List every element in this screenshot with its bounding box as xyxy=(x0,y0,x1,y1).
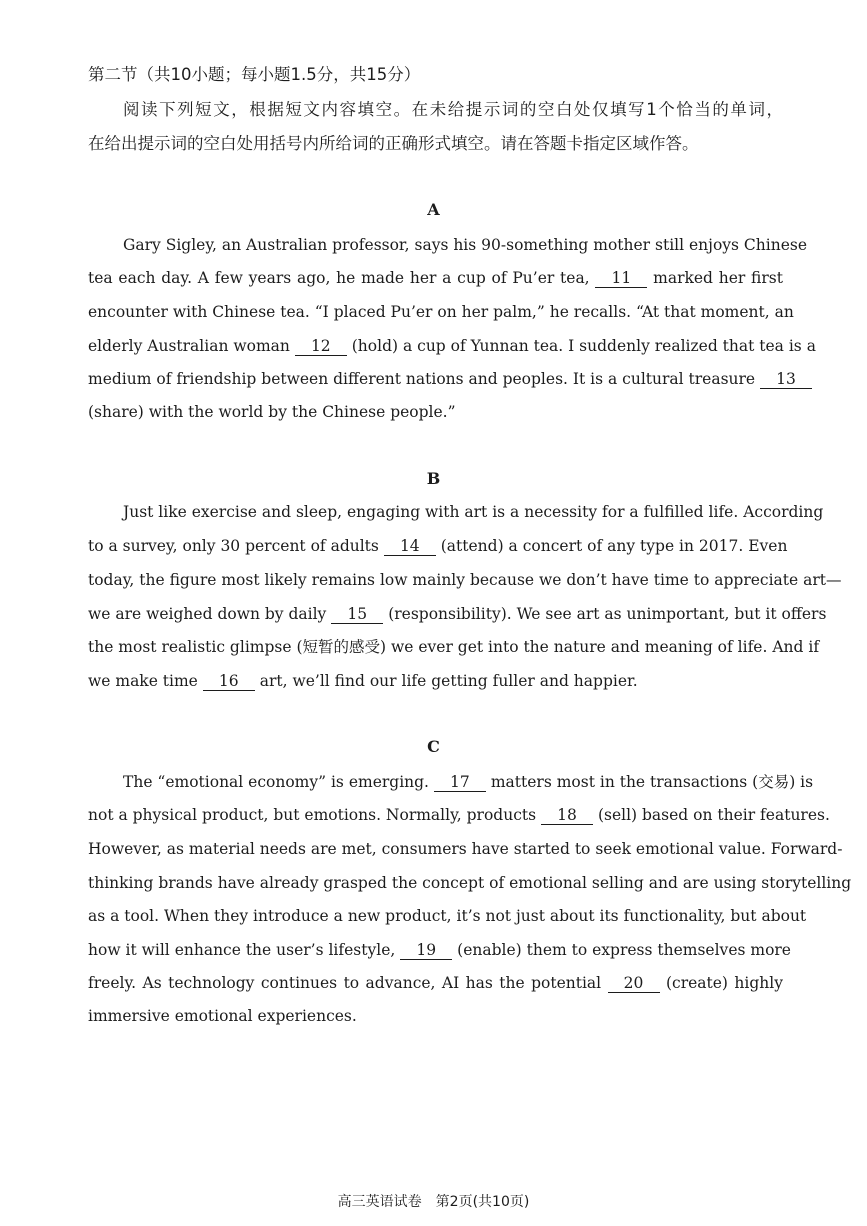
passage-b-text: we make time xyxy=(88,672,198,690)
blank-14[interactable]: 14 xyxy=(384,538,436,556)
passage-a-line-6: (share) with the world by the Chinese people.” xyxy=(88,403,456,421)
passage-c-line-7 xyxy=(88,973,783,993)
passage-a-line-1: Gary Sigley, an Australian professor, says his 90-something mother still enjoys Chinese xyxy=(123,236,808,254)
passage-c-line-4: thinking brands have already grasped the concept of emotional selling and are using storytelling xyxy=(88,874,852,892)
passage-a-line-4 xyxy=(88,336,816,356)
passage-a-line-5 xyxy=(88,369,796,389)
blank-19[interactable]: 19 xyxy=(400,942,452,960)
passage-c-line-5: as a tool. When they introduce a new product, it’s not just about its functionality, but about xyxy=(88,907,807,925)
passage-b-text: (responsibility). We see art as unimportant, but it offers xyxy=(388,605,827,623)
passage-c-line-3: However, as material needs are met, consumers have started to seek emotional value. Forward- xyxy=(88,840,843,858)
passage-c-line-2 xyxy=(88,805,830,825)
page-footer: 高三英语试卷 第2页(共10页) xyxy=(337,1194,530,1210)
passage-a-text: (hold) a cup of Yunnan tea. I suddenly realized that tea is a xyxy=(351,337,816,355)
passage-b-line-2 xyxy=(88,536,788,556)
passage-a-heading: A xyxy=(427,200,440,219)
passage-c-text: matters most in the transactions (交易) is xyxy=(490,773,814,791)
passage-b-line-3: today, the figure most likely remains low mainly because we don’t have time to appreciate art— xyxy=(88,571,842,589)
section-title: 第二节（共10小题；每小题1.5分，共15分） xyxy=(88,65,421,84)
passage-a-text: elderly Australian woman xyxy=(88,337,290,355)
blank-18[interactable]: 18 xyxy=(541,807,593,825)
blank-11[interactable]: 11 xyxy=(595,270,647,288)
passage-a-text: medium of friendship between different nations and peoples. It is a cultural treasure xyxy=(88,370,756,388)
passage-b-text: (attend) a concert of any type in 2017. Even xyxy=(440,537,788,555)
passage-b-text: we are weighed down by daily xyxy=(88,605,327,623)
passage-c-text: The “emotional economy” is emerging. xyxy=(123,773,429,791)
blank-13[interactable]: 13 xyxy=(760,371,812,389)
blank-16[interactable]: 16 xyxy=(203,673,255,691)
passage-b-heading: B xyxy=(426,469,441,488)
passage-b-line-6 xyxy=(88,671,783,691)
instructions-line-1: 阅读下列短文，根据短文内容填空。在未给提示词的空白处仅填写1个恰当的单词， xyxy=(123,100,783,119)
passage-c-text: how it will enhance the user’s lifestyle, xyxy=(88,941,396,959)
passage-c-text: freely. As technology continues to advance, AI has the potential xyxy=(88,974,602,992)
passage-b-line-5: the most realistic glimpse (短暂的感受) we ever get into the nature and meaning of life. And if xyxy=(88,638,820,656)
passage-c-text: (enable) them to express themselves more xyxy=(457,941,791,959)
blank-17[interactable]: 17 xyxy=(434,774,486,792)
passage-a-line-3: encounter with Chinese tea. “I placed Pu’er on her palm,” he recalls. “At that moment, an xyxy=(88,303,794,321)
blank-20[interactable]: 20 xyxy=(608,975,660,993)
passage-c-text: not a physical product, but emotions. Normally, products xyxy=(88,806,537,824)
passage-c-text: (sell) based on their features. xyxy=(597,806,830,824)
blank-12[interactable]: 12 xyxy=(295,338,347,356)
passage-c-text: (create) highly xyxy=(665,974,783,992)
passage-c-heading: C xyxy=(427,737,440,756)
passage-b-line-4 xyxy=(88,604,827,624)
passage-a-line-2 xyxy=(88,268,783,288)
passage-b-text: art, we’ll find our life getting fuller and happier. xyxy=(259,672,638,690)
passage-a-text: tea each day. A few years ago, he made her a cup of Pu’er tea, xyxy=(88,269,590,287)
passage-b-text: to a survey, only 30 percent of adults xyxy=(88,537,379,555)
passage-a-text: marked her first xyxy=(653,269,783,287)
blank-15[interactable]: 15 xyxy=(331,606,383,624)
passage-c-line-8: immersive emotional experiences. xyxy=(88,1007,357,1025)
instructions-line-2: 在给出提示词的空白处用括号内所给词的正确形式填空。请在答题卡指定区域作答。 xyxy=(88,134,699,153)
passage-c-line-6 xyxy=(88,940,791,960)
passage-b-line-1: Just like exercise and sleep, engaging with art is a necessity for a fulfilled life. According xyxy=(123,503,824,521)
passage-c-line-1 xyxy=(123,772,814,792)
